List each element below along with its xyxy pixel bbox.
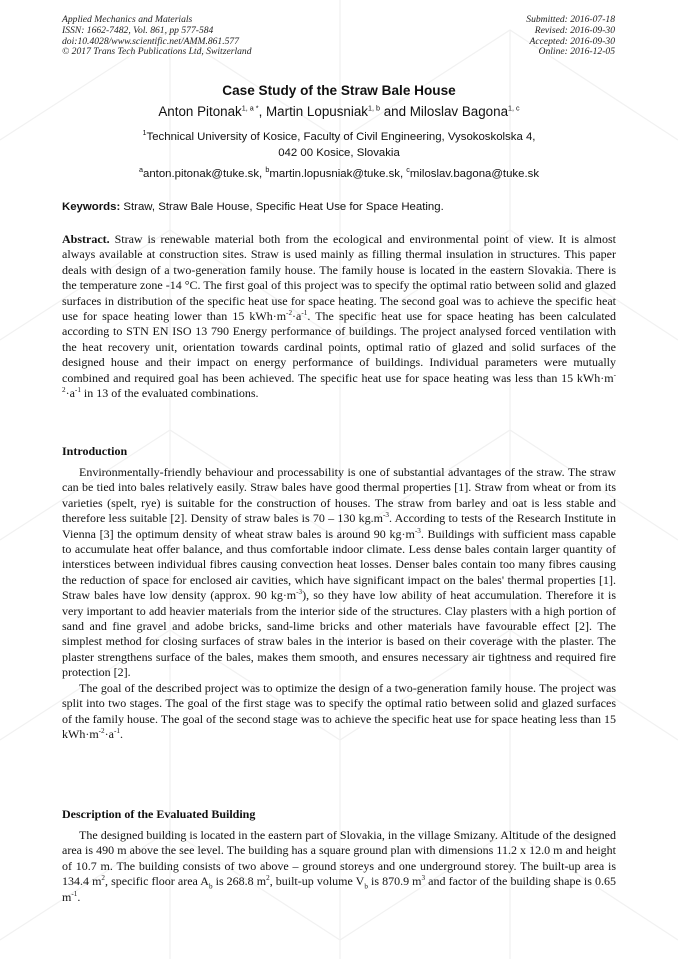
author-name: , Martin Lopusniak bbox=[258, 104, 368, 119]
date-submitted: Submitted: 2016-07-18 bbox=[526, 14, 615, 25]
subscript: b bbox=[364, 882, 368, 891]
paragraph-text: , specific floor area A bbox=[105, 874, 209, 889]
author-list bbox=[0, 104, 678, 119]
affiliation-line: Technical University of Kosice, Faculty of Civil Engineering, Vysokoskolska 4, bbox=[146, 131, 536, 143]
paragraph-text: is 870.9 m bbox=[367, 874, 422, 889]
author-sup: 1, b bbox=[367, 103, 380, 113]
paragraph-text: . Buildings with sufficient mass capable to accumulate heat offer balance, and thus comfortable indoor climate. Less dense bales contain larger quantity of interstices between individual fibres causing convection heat losses. Denser bales contain too many fibres causing the reduction of space for enclosed air cavities, which have significant impact on the bales' thermal properties [1]. Straw bales have low density (approx. 90 kg·m bbox=[62, 526, 617, 603]
journal-header bbox=[62, 15, 252, 58]
author-name: and Miloslav Bagona bbox=[379, 104, 509, 119]
email-link[interactable]: martin.lopusniak@tuke.sk, bbox=[269, 168, 407, 180]
keywords-text: Straw, Straw Bale House, Specific Heat Use for Space Heating. bbox=[120, 201, 444, 213]
introduction-body bbox=[62, 465, 616, 742]
author-sup: 1, a * bbox=[241, 103, 259, 113]
email-list bbox=[0, 165, 678, 180]
keywords bbox=[62, 201, 618, 213]
paragraph bbox=[62, 828, 616, 905]
affiliation bbox=[0, 130, 678, 161]
paragraph-text: . According to tests of the Research Institute in Vienna [3] the optimum density of wheat straw bales is around 90 kg·m bbox=[62, 511, 616, 541]
date-accepted: Accepted: 2016-09-30 bbox=[529, 35, 615, 47]
abstract-label: Abstract. bbox=[62, 232, 110, 246]
paragraph-text: is 268.8 m bbox=[212, 874, 267, 889]
exponent: 3 bbox=[421, 874, 426, 883]
paragraph-text: Environmentally-friendly behaviour and processability is one of substantial advantages of the straw. The straw can be tied into bales relatively easily. Straw bales have good thermal properties [1]. Straw from wheat or from its varieties (spelt, rye) is suitable for the construction of houses. The straw from barley and oat is less stable and therefore less suitable [2]. Density of straw bales is 70 – 130 kg.m bbox=[62, 465, 616, 526]
paragraph-text: The designed building is located in the eastern part of Slovakia, in the village Smizany. Altitude of the designed area is 490 m above the see level. The building has a square ground plan with dimensions 11.2 x 12.0 m and height of 10.7 m. The building consists of two above – ground storeys and one underground storey. The built-up area is 134.4 m bbox=[62, 828, 616, 889]
journal-issn: ISSN: 1662-7482, Vol. 861, pp 577-584 bbox=[62, 24, 214, 36]
date-online: Online: 2016-12-05 bbox=[538, 46, 615, 58]
exponent: -2 bbox=[286, 309, 293, 318]
abstract-text: Straw is renewable material both from the ecological and environmental point of view. It is almost always available at construction sites. Straw is used mainly as filling thermal insulation in structures. This paper deals with design of a two-generation family house. The family house is located in the eastern Slovakia. There is the temperature zone -14 °C. The first goal of this project was to specify the optimal ratio between solid and glazed surfaces in distribution of the specific heat use for space heating. The second goal was to achieve the specific heat use for space heating lower than 15 kWh·m bbox=[62, 232, 616, 324]
email-sup: b bbox=[265, 165, 270, 175]
section-heading-introduction: Introduction bbox=[62, 444, 128, 458]
affiliation-sup: 1 bbox=[142, 128, 147, 138]
abstract-text: . The specific heat use for space heating has been calculated according to STN EN ISO 13 790 Energy performance of buildings. The project analysed forced ventilation with the heat recovery unit, orientation towards cardinal points, optimal ratio of glazed and solid surfaces of the designed house and their impact on energy performance of buildings. Individual parameters were mutually combined and required goal has been achieved. The specific heat use for space heating was less than 15 kWh·m bbox=[62, 309, 616, 385]
exponent: -1 bbox=[113, 726, 120, 735]
email-link[interactable]: anton.pitonak@tuke.sk, bbox=[142, 168, 266, 180]
exponent: -3 bbox=[296, 588, 303, 597]
email-sup: c bbox=[406, 165, 410, 175]
journal-doi: doi:10.4028/www.scientific.net/AMM.861.577 bbox=[62, 35, 240, 47]
exponent: 2 bbox=[266, 874, 270, 883]
paragraph-text: . bbox=[77, 889, 81, 904]
paragraph-text: The goal of the described project was to optimize the design of a two-generation family house. The project was split into two stages. The goal of the first stage was to specify the optimal ratio between solid and glazed surfaces of the family house. The goal of the second stage was to achieve the specific heat use for space heating less than 15 kWh·m bbox=[62, 680, 616, 741]
paragraph-text: ·a bbox=[104, 726, 114, 741]
paragraph bbox=[62, 465, 616, 681]
journal-copyright: © 2017 Trans Tech Publications Ltd, Switzerland bbox=[62, 46, 252, 58]
email-link[interactable]: miloslav.bagona@tuke.sk bbox=[409, 168, 540, 180]
affiliation-line: 042 00 Kosice, Slovakia bbox=[278, 146, 400, 159]
exponent: -1 bbox=[74, 386, 81, 395]
abstract-text: ·a bbox=[292, 309, 302, 324]
exponent: -2 bbox=[62, 370, 616, 395]
abstract-text: in 13 of the evaluated combinations. bbox=[80, 386, 259, 401]
paragraph-text: and factor of the building shape is 0.65 m bbox=[62, 874, 616, 904]
exponent: -1 bbox=[301, 309, 308, 318]
keywords-label: Keywords: bbox=[62, 201, 121, 213]
abstract-text: ·a bbox=[65, 386, 75, 401]
paragraph-text: . bbox=[119, 726, 123, 741]
author-sup: 1, c bbox=[508, 103, 520, 113]
exponent: -2 bbox=[98, 726, 105, 735]
paragraph bbox=[62, 681, 616, 743]
paragraph-text: ), so they have low ability of heat accumulation. Therefore it is very important to add heavier materials from the interior side of the structures. Clay plasters with a high portion of sand and fine gravel and adobe bricks, sand-lime bricks and other materials have favourable effect [2]. The simplest method for closing surfaces of straw bales in the interior is based on their coverage with the plaster. The plaster strengthens surface of the bales, makes them smooth, and ensures necessary air tightness and required fire protection [2]. bbox=[62, 588, 617, 680]
subscript: b bbox=[208, 882, 213, 891]
dates-header bbox=[526, 15, 615, 58]
description-body bbox=[62, 828, 616, 905]
exponent: -3 bbox=[414, 526, 421, 535]
email-sup: a bbox=[138, 165, 143, 175]
paper-title: Case Study of the Straw Bale House bbox=[222, 83, 456, 98]
author-name: Anton Pitonak bbox=[158, 104, 242, 119]
section-heading-description: Description of the Evaluated Building bbox=[62, 807, 256, 821]
abstract bbox=[62, 232, 616, 401]
exponent: -3 bbox=[383, 511, 389, 520]
paragraph-text: , built-up volume V bbox=[269, 874, 365, 889]
journal-name: Applied Mechanics and Materials bbox=[62, 14, 193, 25]
exponent: -1 bbox=[71, 889, 78, 898]
date-revised: Revised: 2016-09-30 bbox=[534, 24, 615, 36]
exponent: 2 bbox=[101, 874, 106, 883]
